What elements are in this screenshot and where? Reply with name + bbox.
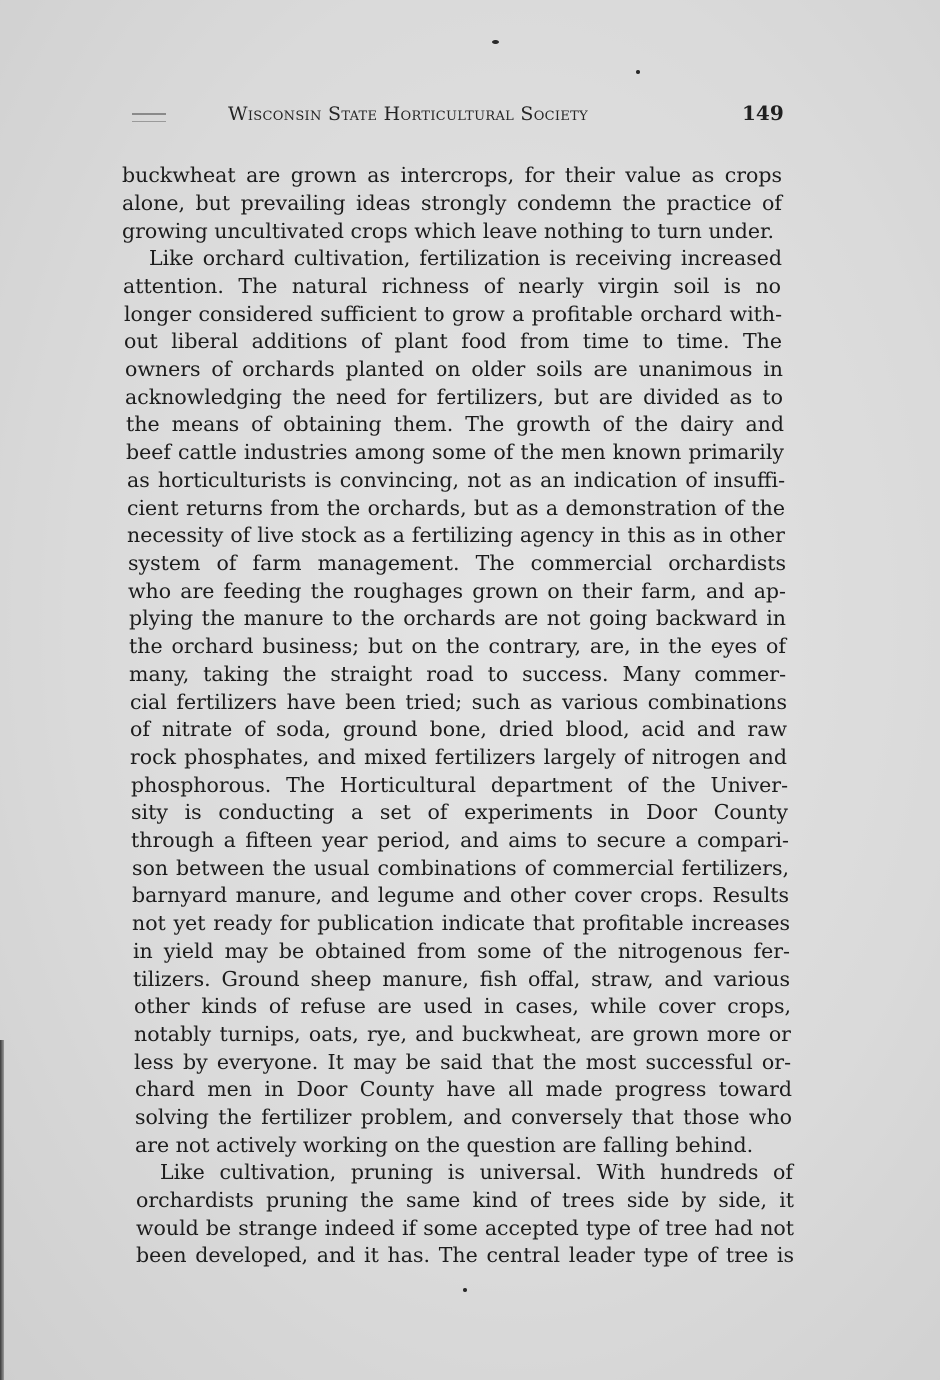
text-line: out liberal additions of plant food from time to time. The — [124, 329, 782, 353]
text-line: would be strange indeed if some accepted type of tree had not — [136, 1216, 794, 1240]
text-line: cient returns from the orchards, but as a demonstration of the — [127, 496, 785, 520]
text-line: system of farm management. The commercial orchardists — [128, 551, 786, 575]
text-line: alone, but prevailing ideas strongly condemn the practice of — [122, 191, 782, 215]
text-line: phosphorous. The Horticultural department of the Univer- — [131, 773, 788, 797]
text-line: beef cattle industries among some of the men known primarily — [126, 440, 784, 464]
running-title: Wisconsin State Horticultural Society — [228, 103, 589, 125]
text-line: rock phosphates, and mixed fertilizers largely of nitrogen and — [130, 745, 787, 769]
page-edge-shadow — [0, 1040, 4, 1380]
ink-speck — [463, 1288, 467, 1292]
text-line: necessity of live stock as a fertilizing agency in this as in other — [127, 523, 785, 547]
ink-speck — [492, 40, 499, 44]
text-line: sity is conducting a set of experiments in Door County — [131, 800, 788, 824]
text-line: less by everyone. It may be said that the most successful or- — [134, 1050, 791, 1074]
page-number: 149 — [742, 101, 784, 125]
text-line: of nitrate of soda, ground bone, dried blood, acid and raw — [130, 717, 787, 741]
text-line: are not actively working on the question are falling behind. — [135, 1133, 754, 1157]
text-line: as horticulturists is convincing, not as an indication of insuffi- — [127, 468, 785, 492]
text-line: cial fertilizers have been tried; such as various combinations — [130, 690, 787, 714]
text-line: plying the manure to the orchards are not going backward in — [129, 606, 786, 630]
text-line: son between the usual combinations of commercial fertilizers, — [132, 856, 789, 880]
text-line: growing uncultivated crops which leave nothing to turn under. — [122, 219, 775, 243]
text-line: Like orchard cultivation, fertilization is receiving increased — [149, 246, 782, 270]
text-line: acknowledging the need for fertilizers, but are divided as to — [125, 385, 783, 409]
text-line: orchardists pruning the same kind of trees side by side, it — [136, 1188, 794, 1212]
text-line: attention. The natural richness of nearly virgin soil is no — [123, 274, 781, 298]
text-line: barnyard manure, and legume and other cover crops. Results — [132, 883, 789, 907]
text-line: through a fifteen year period, and aims to secure a compari- — [131, 828, 789, 852]
ink-speck — [636, 70, 640, 74]
text-line: many, taking the straight road to success. Many commer- — [129, 662, 786, 686]
text-line: solving the fertilizer problem, and conversely that those who — [135, 1105, 792, 1129]
text-line: not yet ready for publication indicate that profitable increases — [132, 911, 790, 935]
text-line: Like cultivation, pruning is universal. With hundreds of — [160, 1160, 793, 1184]
text-line: tilizers. Ground sheep manure, fish offal, straw, and various — [133, 967, 790, 991]
page-header — [120, 103, 800, 133]
text-line: chard men in Door County have all made progress toward — [135, 1077, 792, 1101]
text-line: other kinds of refuse are used in cases, while cover crops, — [134, 994, 791, 1018]
text-line: longer considered sufficient to grow a profitable orchard with- — [124, 302, 782, 326]
text-line: the orchard business; but on the contrary, are, in the eyes of — [129, 634, 786, 658]
header-ornament — [132, 113, 166, 122]
text-line: buckwheat are grown as intercrops, for their value as crops — [122, 163, 782, 187]
text-line: owners of orchards planted on older soils are unanimous in — [125, 357, 783, 381]
text-line: notably turnips, oats, rye, and buckwheat, are grown more or — [134, 1022, 791, 1046]
text-line: who are feeding the roughages grown on their farm, and ap- — [128, 579, 786, 603]
text-line: in yield may be obtained from some of the nitrogenous fer- — [133, 939, 790, 963]
text-line: the means of obtaining them. The growth of the dairy and — [126, 412, 784, 436]
text-line: been developed, and it has. The central leader type of tree is — [136, 1243, 794, 1267]
